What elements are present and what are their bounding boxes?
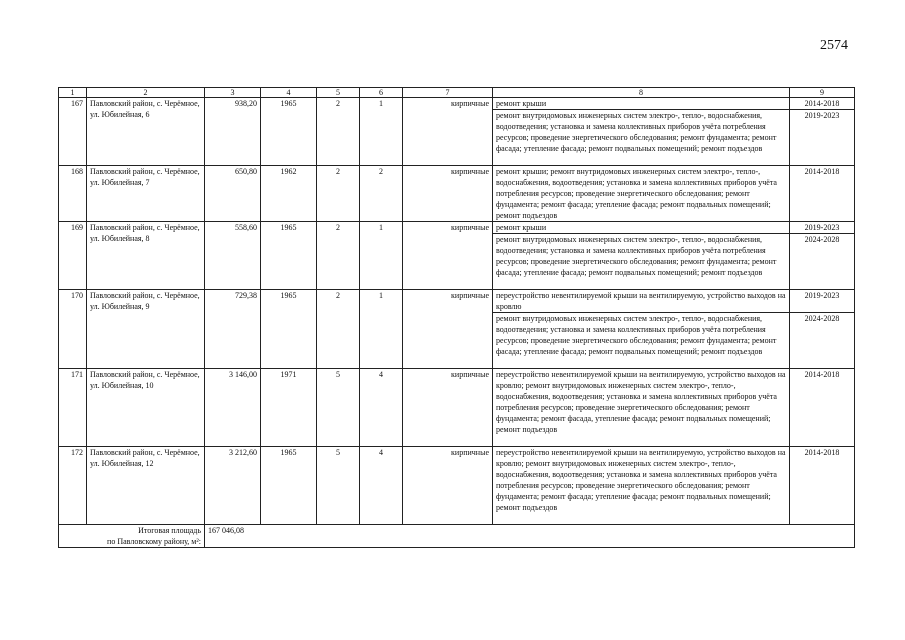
floors-cell: 2 — [317, 166, 360, 222]
total-label-line2: по Павловскому району, м²: — [107, 537, 201, 546]
column-number: 7 — [403, 88, 493, 98]
period-cell: 2019-2023 — [790, 222, 855, 234]
column-number: 9 — [790, 88, 855, 98]
floors-cell: 2 — [317, 290, 360, 369]
row-number: 167 — [59, 98, 87, 166]
address-cell: Павловский район, с. Черёмное, ул. Юбилейная, 9 — [87, 290, 205, 369]
period-cell: 2019-2023 — [790, 290, 855, 313]
entrances-cell: 1 — [360, 98, 403, 166]
year-cell: 1965 — [261, 222, 317, 290]
works-cell: ремонт внутридомовых инженерных систем электро-, тепло-, водоснабжения, водоотведения; установка и замена коллективных приборов учёта потребления ресурсов; проведение энергетического обследования; ремонт фундамента; ремонт фасада; утепление фасада; ремонт подвальных помещений; ремонт подъездов — [493, 313, 790, 369]
year-cell: 1965 — [261, 290, 317, 369]
total-value: 167 046,08 — [208, 526, 244, 535]
column-number: 8 — [493, 88, 790, 98]
table-row — [59, 447, 855, 525]
year-cell: 1971 — [261, 369, 317, 447]
year-cell: 1965 — [261, 98, 317, 166]
address-cell: Павловский район, с. Черёмное, ул. Юбилейная, 12 — [87, 447, 205, 525]
works-cell: переустройство невентилируемой крыши на вентилируемую, устройство выходов на кровлю; ремонт внутридомовых инженерных систем электро-, тепло-, водоснабжения, водоотведения; установка и замена коллективных приборов учёта потребления ресурсов; проведение энергетического обследования; ремонт фундамента; ремонт фасада, утепление фасада; ремонт подвальных помещений; ремонт подъездов — [493, 369, 790, 447]
works-cell: ремонт крыши — [493, 98, 790, 110]
address-cell: Павловский район, с. Черёмное, ул. Юбилейная, 6 — [87, 98, 205, 166]
works-cell: ремонт внутридомовых инженерных систем электро-, тепло-, водоснабжения, водоотведения; установка и замена коллективных приборов учёта потребления ресурсов; проведение энергетического обследования; ремонт фундамента; ремонт фасада; утепление фасада; ремонт подвальных помещений; ремонт подъездов — [493, 110, 790, 166]
floors-cell: 5 — [317, 447, 360, 525]
period-cell: 2019-2023 — [790, 110, 855, 166]
housing-register-table — [58, 87, 855, 548]
table-row — [59, 98, 855, 110]
entrances-cell: 4 — [360, 447, 403, 525]
material-cell: кирпичные — [403, 290, 493, 369]
material-cell: кирпичные — [403, 369, 493, 447]
period-cell: 2014-2018 — [790, 98, 855, 110]
year-cell: 1962 — [261, 166, 317, 222]
period-cell: 2014-2018 — [790, 447, 855, 525]
area-cell: 3 212,60 — [205, 447, 261, 525]
column-number: 6 — [360, 88, 403, 98]
table-row — [59, 290, 855, 313]
total-value-cell — [205, 525, 855, 548]
entrances-cell: 4 — [360, 369, 403, 447]
column-number: 3 — [205, 88, 261, 98]
works-cell: переустройство невентилируемой крыши на вентилируемую, устройство выходов на кровлю; ремонт внутридомовых инженерных систем электро-, тепло-, водоснабжения, водоотведения; установка и замена коллективных приборов учёта потребления ресурсов; проведение энергетического обследования; ремонт фундамента; ремонт фасада; утепление фасада; ремонт подвальных помещений; ремонт подъездов — [493, 447, 790, 525]
period-cell: 2014-2018 — [790, 166, 855, 222]
material-cell: кирпичные — [403, 166, 493, 222]
row-number: 171 — [59, 369, 87, 447]
table-row — [59, 222, 855, 234]
address-cell: Павловский район, с. Черёмное, ул. Юбилейная, 10 — [87, 369, 205, 447]
column-number: 5 — [317, 88, 360, 98]
floors-cell: 2 — [317, 98, 360, 166]
total-row — [59, 525, 855, 548]
column-number: 2 — [87, 88, 205, 98]
total-label-line1: Итоговая площадь — [138, 526, 201, 535]
area-cell: 558,60 — [205, 222, 261, 290]
column-number: 4 — [261, 88, 317, 98]
works-cell: ремонт крыши — [493, 222, 790, 234]
area-cell: 729,38 — [205, 290, 261, 369]
floors-cell: 5 — [317, 369, 360, 447]
column-number: 1 — [59, 88, 87, 98]
entrances-cell: 2 — [360, 166, 403, 222]
entrances-cell: 1 — [360, 222, 403, 290]
total-label — [59, 525, 205, 548]
address-cell: Павловский район, с. Черёмное, ул. Юбилейная, 7 — [87, 166, 205, 222]
year-cell: 1965 — [261, 447, 317, 525]
area-cell: 938,20 — [205, 98, 261, 166]
period-cell: 2024-2028 — [790, 234, 855, 290]
entrances-cell: 1 — [360, 290, 403, 369]
period-cell: 2024-2028 — [790, 313, 855, 369]
material-cell: кирпичные — [403, 98, 493, 166]
area-cell: 650,80 — [205, 166, 261, 222]
works-cell: ремонт внутридомовых инженерных систем электро-, тепло-, водоснабжения, водоотведения; установка и замена коллективных приборов учёта потребления ресурсов; проведение энергетического обследования; ремонт фундамента; ремонт фасада; утепление фасада; ремонт подвальных помещений; ремонт подъездов — [493, 234, 790, 290]
works-cell: ремонт крыши; ремонт внутридомовых инженерных систем электро-, тепло-, водоснабжения, водоотведения; установка и замена коллективных приборов учёта потребления ресурсов; проведение энергетического обследования; ремонт фундамента; ремонт фасада; утепление фасада; ремонт подвальных помещений; ремонт подъездов — [493, 166, 790, 222]
address-cell: Павловский район, с. Черёмное, ул. Юбилейная, 8 — [87, 222, 205, 290]
area-cell: 3 146,00 — [205, 369, 261, 447]
table-row — [59, 166, 855, 222]
table-row — [59, 369, 855, 447]
period-cell: 2014-2018 — [790, 369, 855, 447]
page-number: 2574 — [820, 38, 848, 53]
works-cell: переустройство невентилируемой крыши на вентилируемую, устройство выходов на кровлю — [493, 290, 790, 313]
row-number: 170 — [59, 290, 87, 369]
row-number: 172 — [59, 447, 87, 525]
floors-cell: 2 — [317, 222, 360, 290]
row-number: 169 — [59, 222, 87, 290]
material-cell: кирпичные — [403, 447, 493, 525]
row-number: 168 — [59, 166, 87, 222]
column-number-header — [59, 88, 855, 98]
material-cell: кирпичные — [403, 222, 493, 290]
